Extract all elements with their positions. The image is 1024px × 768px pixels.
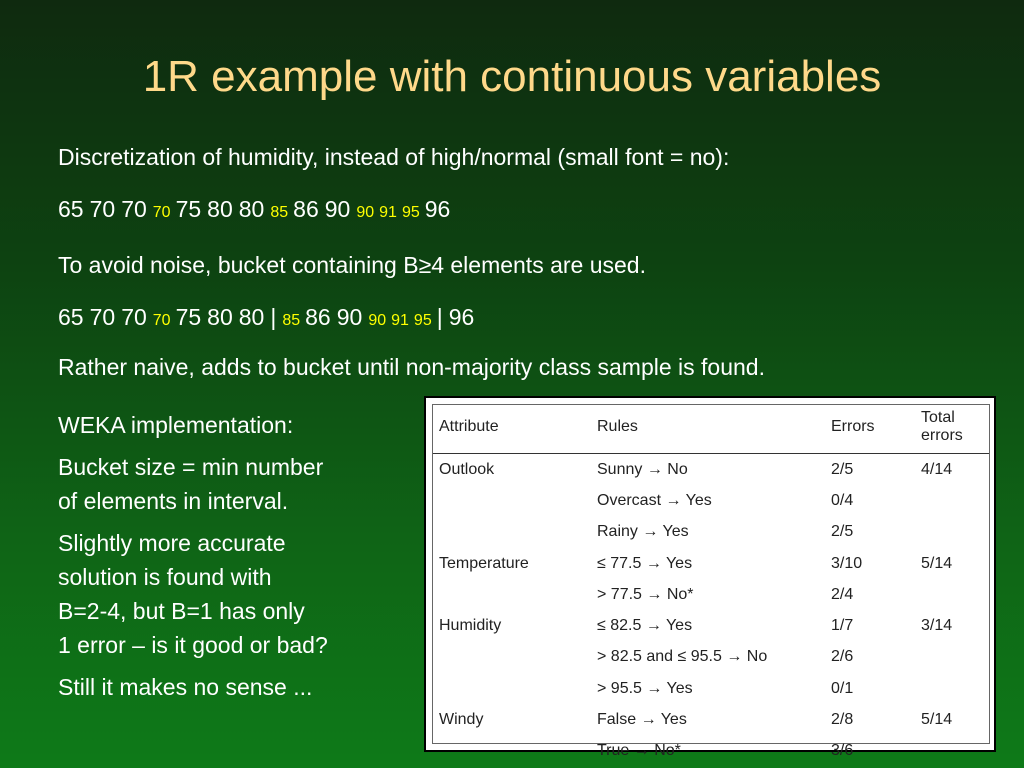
sequence-value-no: 85 [282,312,301,329]
sequence-value-no: 85 [270,204,289,221]
noise-text: To avoid noise, bucket containing B≥4 elements are used. [58,252,646,278]
cell-errors: 2/5 [831,523,854,541]
table-row [433,736,989,767]
cell-total-errors: 5/14 [921,711,953,729]
sequence-value-no: 95 [401,204,420,221]
sequence-value: 86 [305,304,331,330]
sequence-value: 75 [175,196,202,222]
slide-title: 1R example with continuous variables [142,52,882,101]
rules-table [433,405,989,767]
cell-rule: Rainy → Yes [597,523,689,541]
sequence-value: 70 [121,196,147,222]
sequence-value: 80 [238,304,265,330]
weka-paragraph: WEKA implementation: [58,412,294,438]
cell-total-errors [915,517,989,548]
cell-total-errors [915,736,989,767]
cell-total-errors: 3/14 [921,617,953,635]
cell-errors: 2/8 [831,711,854,729]
cell-errors: 0/1 [831,679,854,697]
cell-rule: False → Yes [597,711,687,729]
cell-errors: 2/6 [831,648,854,666]
sequence-value: 80 [238,196,265,222]
humidity-sequence-bucketed [58,304,480,331]
sequence-value-no: 90 [368,312,387,329]
cell-rule: > 82.5 and ≤ 95.5 → No [597,648,768,666]
weka-paragraph: Still it makes no sense ... [58,674,313,700]
table-row [433,548,989,579]
cell-attribute: Outlook [439,460,495,478]
rules-table-panel [424,396,996,760]
sequence-value: 70 [121,304,147,330]
cell-rule: ≤ 77.5 → Yes [597,554,693,572]
header-attribute: Attribute [433,405,591,454]
cell-rule: Sunny → No [597,460,688,478]
header-rules: Rules [591,405,825,454]
sequence-value: 70 [89,304,116,330]
cell-attribute: Temperature [439,554,529,572]
cell-rule: True → No* [597,742,681,760]
table-row [433,704,989,735]
sequence-value-no: 70 [152,204,171,221]
cell-attribute [433,485,591,516]
sequence-value-no: 91 [379,204,397,221]
cell-errors: 0/4 [831,491,854,509]
cell-attribute [433,673,591,704]
cell-total-errors: 4/14 [921,460,953,478]
weka-notes [58,408,403,712]
cell-rule: > 77.5 → No* [597,585,694,603]
sequence-value: 90 [324,196,351,222]
sequence-value: 80 [207,196,233,222]
sequence-value-no: 95 [413,312,432,329]
sequence-value: 70 [89,196,116,222]
cell-total-errors [915,485,989,516]
table-row [433,454,989,486]
cell-total-errors [915,673,989,704]
cell-total-errors [915,579,989,610]
cell-total-errors: 5/14 [921,554,953,572]
table-row [433,673,989,704]
cell-errors: 1/7 [831,617,854,635]
cell-rule: Overcast → Yes [597,491,712,509]
sequence-value: 75 [175,304,202,330]
discretization-text: Discretization of humidity, instead of high/normal (small font = no): [58,144,730,170]
cell-total-errors [915,642,989,673]
naive-text: Rather naive, adds to bucket until non-majority class sample is found. [58,354,765,380]
sequence-value: 65 [58,196,84,222]
cell-attribute [433,642,591,673]
cell-attribute [433,517,591,548]
table-row [433,517,989,548]
cell-errors: 2/4 [831,585,854,603]
sequence-value: | [270,304,277,330]
rules-table-frame [432,404,990,760]
cell-attribute: Humidity [439,617,502,635]
cell-rule: ≤ 82.5 → Yes [597,617,693,635]
weka-paragraph: Slightly more accurate solution is found with B=2-4, but B=1 has only 1 error – is it good or bad? [58,530,328,658]
cell-attribute: Windy [439,711,484,729]
table-row [433,485,989,516]
cell-attribute [433,579,591,610]
sequence-value: 65 [58,304,84,330]
cell-attribute [433,736,591,767]
humidity-sequence-raw [58,196,456,223]
header-errors: Errors [825,405,915,454]
sequence-value: 86 [293,196,319,222]
cell-errors: 3/6 [831,742,854,760]
header-total-errors: Total errors [915,405,989,454]
table-row [433,579,989,610]
sequence-value: 96 [424,196,451,222]
sequence-value: 90 [336,304,363,330]
table-header-row [433,405,989,454]
table-row [433,610,989,641]
sequence-value: | [436,304,443,330]
table-row [433,642,989,673]
sequence-value: 96 [448,304,475,330]
sequence-value-no: 70 [152,312,171,329]
weka-paragraph: Bucket size = min number of elements in interval. [58,454,324,514]
sequence-value-no: 90 [356,204,375,221]
cell-errors: 3/10 [831,554,863,572]
cell-rule: > 95.5 → Yes [597,679,693,697]
sequence-value-no: 91 [391,312,409,329]
sequence-value: 80 [207,304,233,330]
cell-errors: 2/5 [831,460,854,478]
